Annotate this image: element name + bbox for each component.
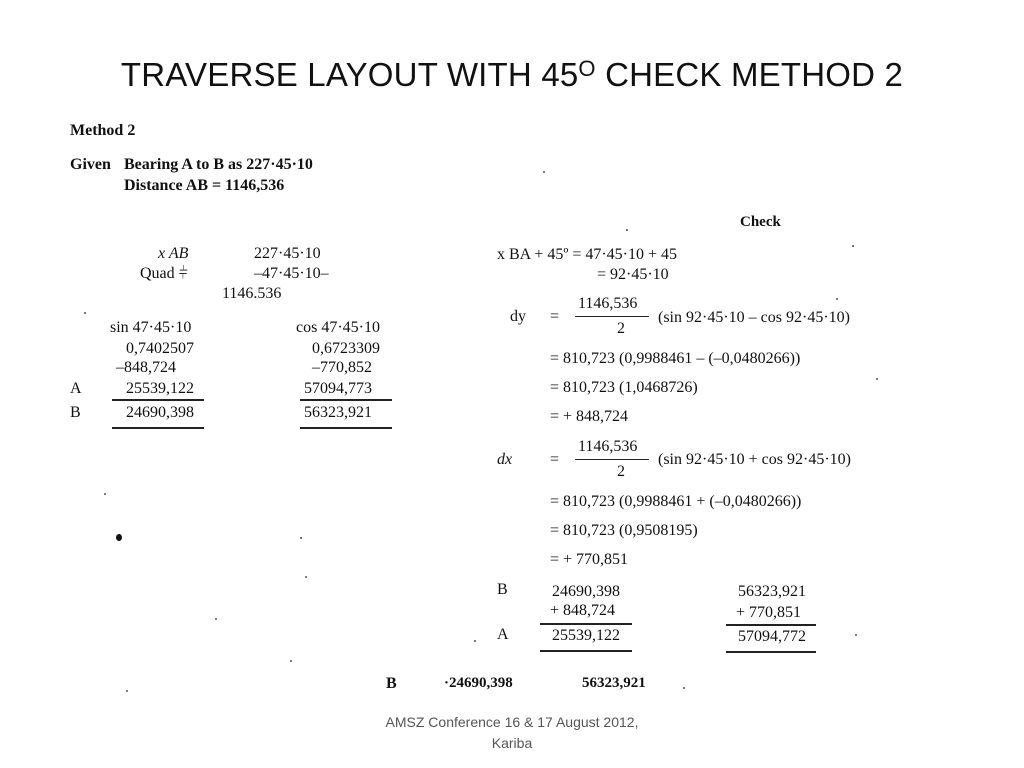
quad-value: –47·45·10– (254, 265, 329, 282)
footer-line-2: Kariba (491, 735, 533, 751)
dx-step-3: = + 770,851 (550, 551, 629, 568)
dx-equals: = (550, 451, 560, 468)
quad-label: Quad ⫩ (140, 265, 188, 282)
slide-title (0, 56, 1024, 94)
sin-dy: –848,724 (116, 359, 176, 376)
scan-speck (855, 634, 857, 636)
scan-speck (626, 229, 628, 231)
scan-speck (836, 298, 838, 300)
xab-label: x AB (158, 245, 189, 262)
dx-label: dx (497, 451, 513, 468)
dy-step-2: = 810,723 (1,0468726) (550, 379, 698, 396)
scan-speck (126, 690, 128, 692)
dy-step-1: = 810,723 (0,9988461 – (–0,0480266)) (550, 350, 801, 367)
final-b-x: 56323,921 (582, 675, 646, 691)
rule-left-x-2 (300, 427, 392, 429)
dy-step-3: = + 848,724 (550, 408, 629, 425)
scan-speck (104, 493, 106, 495)
given-label: Given (70, 156, 111, 173)
dx-step-2: = 810,723 (0,9508195) (550, 522, 698, 539)
row-a-y: 25539,122 (126, 380, 194, 397)
cos-header: cos 47·45·10 (296, 319, 380, 336)
scan-speck (543, 171, 545, 173)
row-a-label: A (70, 380, 82, 397)
check-b-x: 56323,921 (738, 583, 806, 600)
cos-value: 0,6723309 (312, 340, 380, 357)
sin-value: 0,7402507 (126, 340, 194, 357)
title-text-rest: CHECK METHOD 2 (595, 56, 904, 93)
sin-header: sin 47·45·10 (110, 319, 192, 336)
dy-equals: = (550, 308, 560, 325)
scan-speck (683, 687, 685, 689)
check-dx-add: + 770,851 (736, 604, 802, 621)
check-b-label: B (497, 581, 508, 598)
dy-label: dy (510, 308, 526, 325)
slide-footer (362, 712, 662, 754)
given-distance: Distance AB = 1146,536 (124, 177, 285, 194)
distance-value: 1146.536 (222, 285, 282, 302)
check-a-y: 25539,122 (552, 627, 620, 644)
check-dy-add: + 848,724 (550, 602, 616, 619)
dx-fraction-denominator: 2 (617, 463, 625, 480)
xab-value: 227·45·10 (254, 245, 321, 262)
scan-speck (116, 534, 122, 541)
scan-speck (215, 618, 217, 620)
check-a-x: 57094,772 (738, 628, 806, 645)
rule-check-y-2 (540, 650, 632, 652)
xba-line-2: = 92·45·10 (597, 266, 669, 283)
dy-fraction-denominator: 2 (617, 320, 625, 337)
row-b-y: 24690,398 (126, 404, 194, 421)
rule-left-y-2 (112, 427, 204, 429)
cos-dx: –770,852 (312, 359, 372, 376)
final-b-label: B (386, 675, 397, 692)
method-heading: Method 2 (70, 122, 136, 139)
scan-speck (84, 312, 86, 314)
scan-speck (474, 640, 476, 642)
scan-speck (852, 245, 854, 247)
check-heading: Check (740, 214, 781, 230)
dx-fraction-numerator: 1146,536 (578, 438, 638, 455)
dy-fraction-numerator: 1146,536 (578, 295, 638, 312)
given-bearing: Bearing A to B as 227·45·10 (124, 156, 313, 173)
dx-fraction-bar (575, 459, 649, 460)
check-a-label: A (497, 626, 509, 643)
rule-check-y-1 (540, 623, 632, 625)
row-b-x: 56323,921 (304, 404, 372, 421)
xba-line-1: x BA + 45º = 47·45·10 + 45 (497, 246, 678, 263)
rule-check-x-1 (726, 624, 816, 626)
row-a-x: 57094,773 (304, 380, 372, 397)
rule-left-x-1 (300, 399, 392, 401)
rule-left-y-1 (112, 399, 204, 401)
dy-bracket: (sin 92·45·10 – cos 92·45·10) (658, 309, 850, 326)
scan-speck (290, 660, 292, 662)
scan-speck (300, 537, 302, 539)
dx-bracket: (sin 92·45·10 + cos 92·45·10) (658, 451, 851, 468)
title-text: TRAVERSE LAYOUT WITH 45 (120, 56, 579, 93)
footer-line-1: AMSZ Conference 16 & 17 August 2012, (385, 714, 639, 730)
final-b-y: ·24690,398 (444, 675, 513, 691)
scan-speck (876, 378, 878, 380)
row-b-label: B (70, 404, 81, 421)
scan-speck (305, 576, 307, 578)
check-b-y: 24690,398 (552, 583, 620, 600)
dx-step-1: = 810,723 (0,9988461 + (–0,0480266)) (550, 493, 802, 510)
rule-check-x-2 (726, 651, 816, 653)
dy-fraction-bar (575, 316, 649, 317)
title-degree-superscript: O (578, 56, 596, 81)
